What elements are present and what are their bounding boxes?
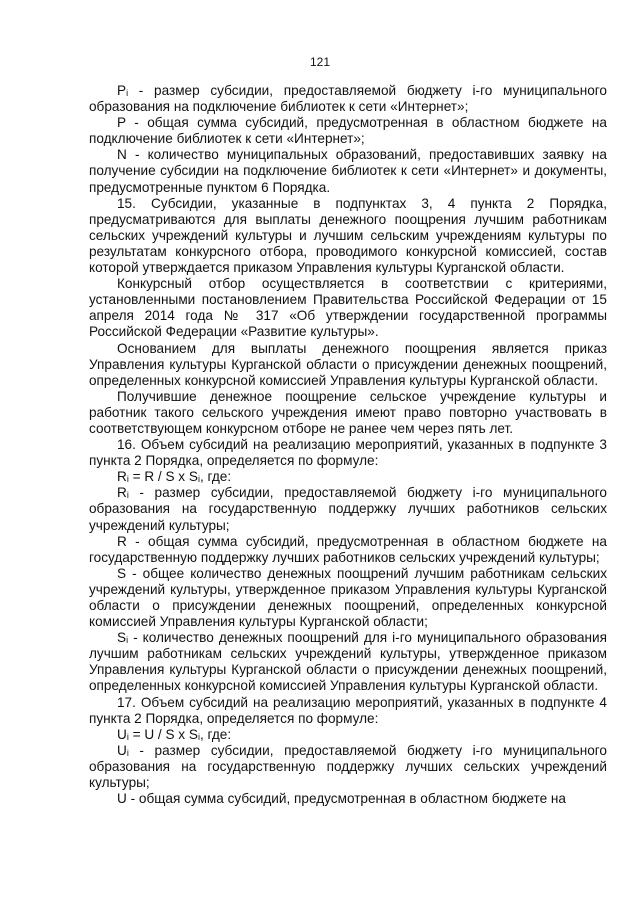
paragraph: $R_i$ - размер субсидии, предоставляемой бюджету i-го муниципального образования на государственную поддержку лучших работников сельских учреждений культуры; bbox=[89, 485, 607, 533]
formula-u: $U_i = U / S$ x $S_i$, где: bbox=[117, 726, 232, 742]
paragraph: P - общая сумма субсидий, предусмотренная в областном бюджете на подключение библиотек к сети «Интернет»; bbox=[89, 115, 607, 147]
paragraph: Получившие денежное поощрение сельское учреждение культуры и работник такого сельского учреждения имеют право повторно участвовать в соответствующем конкурсном отборе не ранее чем через пять лет. bbox=[89, 388, 607, 436]
paragraph: 15. Субсидии, указанные в подпунктах 3, 4 пункта 2 Порядка, предусматриваются для выплаты денежного поощрения лучшим работникам сельских учреждений культуры и лучшим сельским учреждениям культуры по результатам конкурсного отбора, проводимого конкурсной комиссией, состав которой утверждается приказом Управления культуры Курганской области. bbox=[89, 195, 607, 276]
paragraph: S - общее количество денежных поощрений лучшим работникам сельских учреждений культуры, утвержденное приказом Управления культуры Курганской области о присуждении денежных поощрений, определенных конкурсной комиссией Управления культуры Курганской области; bbox=[89, 565, 607, 630]
paragraph: U - общая сумма субсидий, предусмотренная в областном бюджете на bbox=[117, 791, 566, 807]
paragraph: 17. Объем субсидий на реализацию мероприятий, указанных в подпункте 4 пункта 2 Порядка, определяется по формуле: bbox=[89, 694, 607, 726]
paragraph: $S_i$ - количество денежных поощрений для i-го муниципального образования лучшим работникам сельских учреждений культуры, утвержденное приказом Управления культуры Курганской области о присуждении денежных поощрений, определенных конкурсной комиссией Управления культуры Курганской области. bbox=[89, 630, 607, 694]
page-number: 121 bbox=[309, 55, 331, 69]
paragraph: N - количество муниципальных образований, предоставивших заявку на получение субсидии на подключение библиотек к сети «Интернет» и документы, предусмотренные пунктом 6 Порядка. bbox=[89, 147, 607, 195]
paragraph: Основанием для выплаты денежного поощрения является приказ Управления культуры Курганской области о присуждении денежных поощрений, определенных конкурсной комиссией Управления культуры Курганской области. bbox=[89, 340, 607, 388]
document-body bbox=[89, 83, 607, 807]
formula-r: $R_i = R / S$ x $S_i$, где: bbox=[117, 469, 232, 485]
paragraph: $U_i$ - размер субсидии, предоставляемой бюджету i-го муниципального образования на государственную поддержку лучших сельских учреждений культуры; bbox=[89, 742, 607, 791]
paragraph: $P_i$ - размер субсидии, предоставляемой бюджету i-го муниципального образования на подключение библиотек к сети «Интернет»; bbox=[89, 83, 607, 115]
paragraph: Конкурсный отбор осуществляется в соответствии с критериями, установленными постановлением Правительства Российской Федерации от 15 апреля 2014 года № 317 «Об утверждении государственной программы Российской Федерации «Развитие культуры». bbox=[89, 276, 607, 340]
paragraph: R - общая сумма субсидий, предусмотренная в областном бюджете на государственную поддержку лучших работников сельских учреждений культуры; bbox=[89, 533, 607, 565]
paragraph: 16. Объем субсидий на реализацию мероприятий, указанных в подпункте 3 пункта 2 Порядка, определяется по формуле: bbox=[89, 437, 607, 469]
